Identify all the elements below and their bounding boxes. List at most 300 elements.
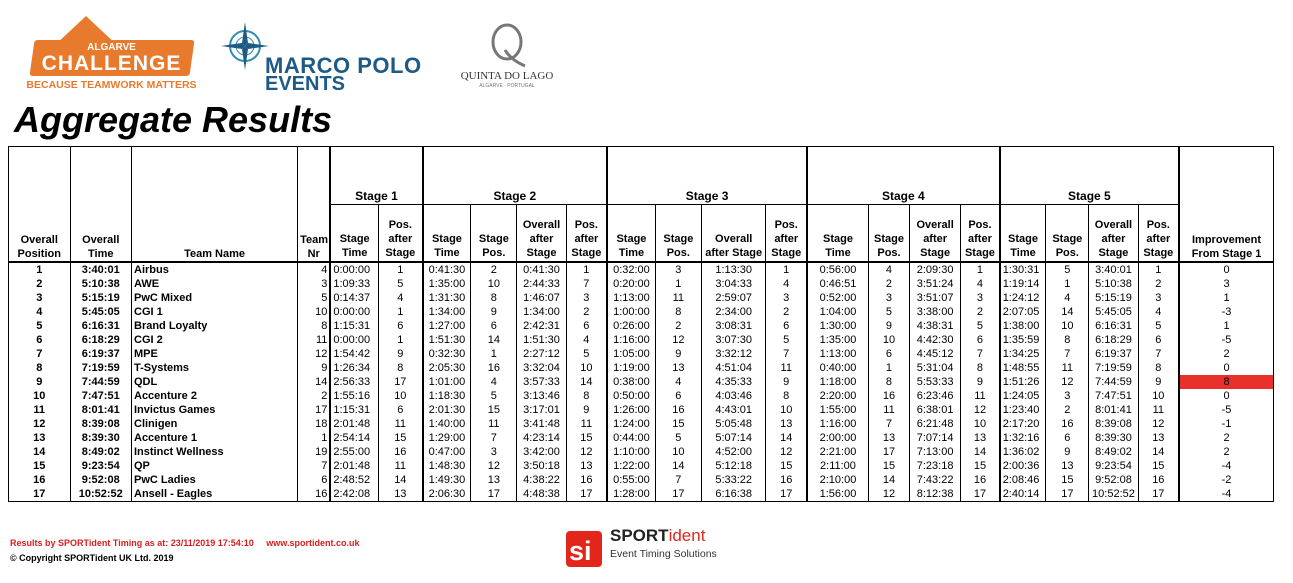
cell-s3-pos-after: 11	[766, 361, 807, 375]
cell-s5-stage-pos: 14	[1046, 305, 1089, 319]
table-row	[9, 277, 1274, 291]
cell-s2-overall-after: 3:32:04	[517, 361, 566, 375]
cell-s5-pos-after: 10	[1138, 389, 1179, 403]
cell-overall-position: 5	[9, 319, 71, 333]
cell-s3-overall-after: 5:12:18	[701, 459, 766, 473]
cell-s1-pos-after: 5	[379, 277, 423, 291]
cell-team-name: QP	[132, 459, 298, 473]
cell-s4-overall-after: 7:07:14	[909, 431, 960, 445]
cell-s3-stage-time: 0:32:00	[607, 262, 655, 277]
cell-s4-stage-time: 2:10:00	[807, 473, 869, 487]
cell-s3-overall-after: 2:59:07	[701, 291, 766, 305]
cell-s5-stage-pos: 2	[1046, 403, 1089, 417]
cell-s2-pos-after: 1	[566, 262, 607, 277]
cell-s5-overall-after: 9:52:08	[1089, 473, 1138, 487]
cell-s2-overall-after: 3:41:48	[517, 417, 566, 431]
cell-s2-stage-pos: 6	[471, 319, 517, 333]
cell-s5-overall-after: 5:45:05	[1089, 305, 1138, 319]
quinta-do-lago-logo	[452, 20, 562, 100]
cell-s2-overall-after: 4:23:14	[517, 431, 566, 445]
cell-s5-stage-pos: 10	[1046, 319, 1089, 333]
group-stage2: Stage 2	[423, 147, 608, 205]
table-row	[9, 473, 1274, 487]
cell-s5-stage-pos: 11	[1046, 361, 1089, 375]
cell-s4-stage-pos: 6	[868, 347, 909, 361]
cell-s4-stage-time: 2:00:00	[807, 431, 869, 445]
table-row	[9, 305, 1274, 319]
cell-s4-overall-after: 8:12:38	[909, 487, 960, 502]
footer-url[interactable]: www.sportident.co.uk	[266, 538, 360, 548]
cell-s2-stage-pos: 9	[471, 305, 517, 319]
cell-s3-stage-time: 0:44:00	[607, 431, 655, 445]
cell-s4-overall-after: 7:13:00	[909, 445, 960, 459]
cell-s5-overall-after: 5:15:19	[1089, 291, 1138, 305]
cell-improvement: -3	[1179, 305, 1273, 319]
cell-s2-overall-after: 3:42:00	[517, 445, 566, 459]
cell-s2-stage-time: 1:51:30	[423, 333, 471, 347]
cell-s3-stage-time: 1:26:00	[607, 403, 655, 417]
table-row	[9, 389, 1274, 403]
cell-s3-pos-after: 9	[766, 375, 807, 389]
cell-s2-stage-time: 1:18:30	[423, 389, 471, 403]
cell-s2-stage-pos: 14	[471, 333, 517, 347]
cell-overall-position: 14	[9, 445, 71, 459]
cell-s3-overall-after: 2:34:00	[701, 305, 766, 319]
cell-s4-stage-pos: 12	[868, 487, 909, 502]
cell-improvement: -4	[1179, 459, 1273, 473]
cell-s3-overall-after: 4:35:33	[701, 375, 766, 389]
cell-s5-stage-time: 1:35:59	[1000, 333, 1046, 347]
cell-improvement: 2	[1179, 445, 1273, 459]
cell-s4-stage-time: 1:55:00	[807, 403, 869, 417]
cell-s5-overall-after: 8:39:30	[1089, 431, 1138, 445]
cell-team-nr: 4	[298, 262, 331, 277]
cell-improvement: 2	[1179, 431, 1273, 445]
cell-s2-stage-time: 1:27:00	[423, 319, 471, 333]
page-title: Aggregate Results	[14, 99, 333, 140]
cell-s1-stage-time: 0:00:00	[330, 262, 378, 277]
cell-s5-pos-after: 3	[1138, 291, 1179, 305]
cell-s2-overall-after: 2:44:33	[517, 277, 566, 291]
col-s2-pos-after: Pos. after Stage	[566, 205, 607, 263]
cell-s1-pos-after: 6	[379, 319, 423, 333]
cell-s3-overall-after: 3:08:31	[701, 319, 766, 333]
cell-s3-overall-after: 5:05:48	[701, 417, 766, 431]
cell-s2-stage-time: 0:41:30	[423, 262, 471, 277]
cell-s1-stage-time: 2:54:14	[330, 431, 378, 445]
col-s2-overall-after: Overall after Stage	[517, 205, 566, 263]
cell-improvement: 0	[1179, 389, 1273, 403]
cell-s3-stage-time: 1:13:00	[607, 291, 655, 305]
cell-s3-overall-after: 3:07:30	[701, 333, 766, 347]
cell-s4-pos-after: 1	[961, 262, 1000, 277]
cell-s3-stage-pos: 4	[655, 375, 701, 389]
cell-s2-stage-time: 2:06:30	[423, 487, 471, 502]
cell-s4-pos-after: 5	[961, 319, 1000, 333]
cell-team-name: Accenture 2	[132, 389, 298, 403]
cell-s5-stage-pos: 8	[1046, 333, 1089, 347]
cell-s1-stage-time: 1:09:33	[330, 277, 378, 291]
cell-s3-pos-after: 12	[766, 445, 807, 459]
cell-s1-stage-time: 2:48:52	[330, 473, 378, 487]
algarve-challenge-logo	[24, 12, 199, 94]
cell-overall-time: 8:01:41	[70, 403, 132, 417]
cell-s4-overall-after: 5:53:33	[909, 375, 960, 389]
cell-s5-stage-time: 2:40:14	[1000, 487, 1046, 502]
cell-s4-overall-after: 6:38:01	[909, 403, 960, 417]
col-improvement: Improvement From Stage 1	[1179, 147, 1273, 263]
col-s5-stage-time: Stage Time	[1000, 205, 1046, 263]
cell-team-name: CGI 1	[132, 305, 298, 319]
cell-s2-stage-pos: 1	[471, 347, 517, 361]
col-team-nr: Team Nr	[298, 147, 331, 263]
cell-s2-overall-after: 3:57:33	[517, 375, 566, 389]
cell-s1-pos-after: 11	[379, 459, 423, 473]
cell-s4-stage-time: 0:46:51	[807, 277, 869, 291]
col-s4-stage-pos: Stage Pos.	[868, 205, 909, 263]
sportident-logo	[566, 524, 746, 570]
cell-s4-stage-pos: 1	[868, 361, 909, 375]
table-row	[9, 375, 1274, 389]
cell-s3-stage-pos: 7	[655, 473, 701, 487]
cell-s3-stage-pos: 10	[655, 445, 701, 459]
cell-overall-position: 13	[9, 431, 71, 445]
cell-improvement: 8	[1179, 375, 1273, 389]
cell-overall-time: 8:49:02	[70, 445, 132, 459]
cell-s5-overall-after: 5:10:38	[1089, 277, 1138, 291]
cell-s4-stage-pos: 9	[868, 319, 909, 333]
cell-s5-stage-pos: 17	[1046, 487, 1089, 502]
table-row	[9, 459, 1274, 473]
cell-s2-stage-pos: 10	[471, 277, 517, 291]
cell-s2-stage-pos: 11	[471, 417, 517, 431]
cell-s2-stage-pos: 5	[471, 389, 517, 403]
cell-s2-stage-pos: 4	[471, 375, 517, 389]
cell-s5-stage-time: 1:24:12	[1000, 291, 1046, 305]
cell-s4-pos-after: 15	[961, 459, 1000, 473]
cell-s2-stage-pos: 15	[471, 403, 517, 417]
cell-s4-pos-after: 8	[961, 361, 1000, 375]
cell-improvement: -5	[1179, 333, 1273, 347]
cell-s1-pos-after: 8	[379, 361, 423, 375]
cell-s2-stage-pos: 17	[471, 487, 517, 502]
col-s4-stage-time: Stage Time	[807, 205, 869, 263]
cell-s2-stage-time: 1:40:00	[423, 417, 471, 431]
cell-s4-stage-time: 0:56:00	[807, 262, 869, 277]
cell-overall-time: 7:19:59	[70, 361, 132, 375]
cell-s2-stage-pos: 3	[471, 445, 517, 459]
cell-s3-stage-pos: 16	[655, 403, 701, 417]
cell-s1-stage-time: 2:42:08	[330, 487, 378, 502]
cell-s2-pos-after: 12	[566, 445, 607, 459]
cell-s5-stage-pos: 6	[1046, 431, 1089, 445]
cell-s4-pos-after: 9	[961, 375, 1000, 389]
cell-s3-pos-after: 8	[766, 389, 807, 403]
cell-s1-stage-time: 1:55:16	[330, 389, 378, 403]
cell-s5-pos-after: 8	[1138, 361, 1179, 375]
algarve-logo-big: CHALLENGE	[41, 52, 182, 75]
cell-s5-stage-pos: 7	[1046, 347, 1089, 361]
cell-s4-overall-after: 4:42:30	[909, 333, 960, 347]
cell-overall-position: 10	[9, 389, 71, 403]
cell-s3-pos-after: 2	[766, 305, 807, 319]
cell-s2-stage-time: 1:01:00	[423, 375, 471, 389]
cell-s5-stage-pos: 4	[1046, 291, 1089, 305]
cell-s3-stage-time: 1:28:00	[607, 487, 655, 502]
cell-s4-overall-after: 7:43:22	[909, 473, 960, 487]
cell-s4-pos-after: 3	[961, 291, 1000, 305]
cell-overall-position: 17	[9, 487, 71, 502]
cell-team-nr: 2	[298, 389, 331, 403]
cell-improvement: -1	[1179, 417, 1273, 431]
cell-improvement: 3	[1179, 277, 1273, 291]
cell-s3-overall-after: 3:32:12	[701, 347, 766, 361]
cell-overall-time: 8:39:30	[70, 431, 132, 445]
cell-s5-overall-after: 9:23:54	[1089, 459, 1138, 473]
cell-s5-stage-pos: 16	[1046, 417, 1089, 431]
cell-s1-pos-after: 1	[379, 262, 423, 277]
cell-improvement: -2	[1179, 473, 1273, 487]
cell-s2-stage-time: 0:47:00	[423, 445, 471, 459]
cell-s4-stage-time: 0:52:00	[807, 291, 869, 305]
cell-team-nr: 12	[298, 347, 331, 361]
table-row	[9, 347, 1274, 361]
cell-s4-overall-after: 2:09:30	[909, 262, 960, 277]
cell-s2-pos-after: 4	[566, 333, 607, 347]
cell-s3-stage-pos: 3	[655, 262, 701, 277]
cell-s5-overall-after: 3:40:01	[1089, 262, 1138, 277]
cell-s2-overall-after: 0:41:30	[517, 262, 566, 277]
cell-overall-time: 5:15:19	[70, 291, 132, 305]
cell-s3-stage-pos: 2	[655, 319, 701, 333]
col-overall-position: Overall Position	[9, 147, 71, 263]
cell-overall-position: 7	[9, 347, 71, 361]
cell-overall-time: 6:16:31	[70, 319, 132, 333]
sportident-sub: Event Timing Solutions	[610, 548, 717, 560]
cell-s5-stage-time: 1:30:31	[1000, 262, 1046, 277]
marco-polo-line1: MARCO POLO	[265, 53, 422, 78]
cell-s2-pos-after: 9	[566, 403, 607, 417]
cell-s5-stage-pos: 13	[1046, 459, 1089, 473]
group-stage5: Stage 5	[1000, 147, 1179, 205]
cell-team-name: Invictus Games	[132, 403, 298, 417]
cell-s4-stage-time: 1:56:00	[807, 487, 869, 502]
cell-s3-overall-after: 5:07:14	[701, 431, 766, 445]
cell-s3-overall-after: 4:43:01	[701, 403, 766, 417]
cell-s4-stage-time: 1:35:00	[807, 333, 869, 347]
cell-s4-overall-after: 6:21:48	[909, 417, 960, 431]
cell-improvement: 1	[1179, 319, 1273, 333]
cell-team-nr: 1	[298, 431, 331, 445]
cell-s5-stage-time: 1:24:05	[1000, 389, 1046, 403]
cell-s2-stage-pos: 7	[471, 431, 517, 445]
cell-s1-pos-after: 1	[379, 333, 423, 347]
cell-s2-overall-after: 4:38:22	[517, 473, 566, 487]
cell-team-name: CGI 2	[132, 333, 298, 347]
cell-improvement: 0	[1179, 361, 1273, 375]
cell-s3-stage-pos: 5	[655, 431, 701, 445]
q-emblem-icon	[485, 20, 529, 68]
cell-s4-stage-pos: 3	[868, 291, 909, 305]
cell-s2-overall-after: 2:42:31	[517, 319, 566, 333]
cell-s3-pos-after: 7	[766, 347, 807, 361]
cell-s2-pos-after: 8	[566, 389, 607, 403]
cell-s5-stage-pos: 15	[1046, 473, 1089, 487]
cell-s5-overall-after: 7:19:59	[1089, 361, 1138, 375]
cell-s4-stage-pos: 8	[868, 375, 909, 389]
cell-s5-overall-after: 8:01:41	[1089, 403, 1138, 417]
cell-team-nr: 19	[298, 445, 331, 459]
cell-s3-pos-after: 13	[766, 417, 807, 431]
cell-s3-stage-time: 0:38:00	[607, 375, 655, 389]
cell-s2-overall-after: 1:46:07	[517, 291, 566, 305]
col-s5-overall-after: Overall after Stage	[1089, 205, 1138, 263]
cell-s4-pos-after: 7	[961, 347, 1000, 361]
table-row	[9, 361, 1274, 375]
cell-s4-stage-time: 1:16:00	[807, 417, 869, 431]
cell-s2-stage-pos: 16	[471, 361, 517, 375]
cell-s4-stage-time: 1:30:00	[807, 319, 869, 333]
cell-team-nr: 6	[298, 473, 331, 487]
cell-s4-stage-time: 1:04:00	[807, 305, 869, 319]
marco-polo-line2: EVENTS	[265, 73, 346, 95]
col-overall-time: Overall Time	[70, 147, 132, 263]
cell-s4-overall-after: 7:23:18	[909, 459, 960, 473]
cell-overall-position: 8	[9, 361, 71, 375]
cell-s2-stage-time: 1:29:00	[423, 431, 471, 445]
col-s3-pos-after: Pos. after Stage	[766, 205, 807, 263]
cell-improvement: 1	[1179, 291, 1273, 305]
cell-s3-pos-after: 5	[766, 333, 807, 347]
cell-improvement: 2	[1179, 347, 1273, 361]
cell-team-nr: 3	[298, 277, 331, 291]
cell-s4-overall-after: 4:45:12	[909, 347, 960, 361]
si-mark-icon	[566, 527, 604, 567]
cell-s5-stage-time: 1:36:02	[1000, 445, 1046, 459]
cell-s5-stage-time: 2:08:46	[1000, 473, 1046, 487]
cell-s5-pos-after: 17	[1138, 487, 1179, 502]
cell-s4-stage-time: 2:11:00	[807, 459, 869, 473]
table-row	[9, 445, 1274, 459]
cell-overall-time: 5:45:05	[70, 305, 132, 319]
cell-overall-time: 7:47:51	[70, 389, 132, 403]
cell-s3-overall-after: 4:03:46	[701, 389, 766, 403]
cell-s5-stage-time: 1:23:40	[1000, 403, 1046, 417]
cell-s4-overall-after: 6:23:46	[909, 389, 960, 403]
results-body	[9, 262, 1274, 502]
cell-s4-stage-pos: 10	[868, 333, 909, 347]
cell-s5-overall-after: 6:19:37	[1089, 347, 1138, 361]
cell-s2-pos-after: 17	[566, 487, 607, 502]
cell-s2-pos-after: 2	[566, 305, 607, 319]
cell-overall-position: 12	[9, 417, 71, 431]
cell-s1-pos-after: 1	[379, 305, 423, 319]
cell-s4-overall-after: 3:51:24	[909, 277, 960, 291]
cell-s4-stage-pos: 2	[868, 277, 909, 291]
cell-s2-overall-after: 3:17:01	[517, 403, 566, 417]
cell-s2-pos-after: 3	[566, 291, 607, 305]
table-row	[9, 431, 1274, 445]
cell-s2-stage-time: 1:35:00	[423, 277, 471, 291]
cell-s1-stage-time: 2:56:33	[330, 375, 378, 389]
cell-s3-pos-after: 4	[766, 277, 807, 291]
cell-s5-pos-after: 14	[1138, 445, 1179, 459]
cell-team-name: QDL	[132, 375, 298, 389]
cell-s3-stage-time: 1:00:00	[607, 305, 655, 319]
cell-s1-pos-after: 16	[379, 445, 423, 459]
cell-s4-pos-after: 17	[961, 487, 1000, 502]
cell-s4-stage-time: 1:13:00	[807, 347, 869, 361]
cell-s3-stage-pos: 14	[655, 459, 701, 473]
cell-s2-pos-after: 7	[566, 277, 607, 291]
cell-overall-time: 6:18:29	[70, 333, 132, 347]
cell-s3-stage-time: 1:24:00	[607, 417, 655, 431]
cell-s3-stage-time: 1:19:00	[607, 361, 655, 375]
cell-s1-pos-after: 10	[379, 389, 423, 403]
cell-s3-stage-time: 0:26:00	[607, 319, 655, 333]
cell-s3-stage-pos: 9	[655, 347, 701, 361]
cell-s3-overall-after: 4:52:00	[701, 445, 766, 459]
cell-s3-pos-after: 17	[766, 487, 807, 502]
cell-s4-overall-after: 4:38:31	[909, 319, 960, 333]
results-table	[8, 146, 1274, 502]
cell-s2-stage-pos: 12	[471, 459, 517, 473]
cell-s1-stage-time: 1:54:42	[330, 347, 378, 361]
cell-s4-pos-after: 12	[961, 403, 1000, 417]
cell-s1-pos-after: 6	[379, 403, 423, 417]
cell-s1-pos-after: 11	[379, 417, 423, 431]
cell-team-nr: 16	[298, 487, 331, 502]
cell-s5-overall-after: 6:18:29	[1089, 333, 1138, 347]
cell-s5-pos-after: 2	[1138, 277, 1179, 291]
cell-s4-stage-time: 2:21:00	[807, 445, 869, 459]
cell-s4-pos-after: 2	[961, 305, 1000, 319]
cell-overall-position: 3	[9, 291, 71, 305]
cell-s3-stage-pos: 15	[655, 417, 701, 431]
table-row	[9, 333, 1274, 347]
cell-overall-position: 1	[9, 262, 71, 277]
cell-s1-stage-time: 2:55:00	[330, 445, 378, 459]
cell-s2-pos-after: 13	[566, 459, 607, 473]
cell-s4-stage-pos: 7	[868, 417, 909, 431]
cell-overall-time: 5:10:38	[70, 277, 132, 291]
cell-s2-stage-time: 2:05:30	[423, 361, 471, 375]
cell-team-nr: 11	[298, 333, 331, 347]
cell-s3-stage-time: 1:22:00	[607, 459, 655, 473]
cell-s5-overall-after: 6:16:31	[1089, 319, 1138, 333]
cell-s3-stage-pos: 11	[655, 291, 701, 305]
cell-s5-pos-after: 7	[1138, 347, 1179, 361]
sportident-brand: SPORTident	[610, 526, 706, 545]
cell-s3-stage-pos: 17	[655, 487, 701, 502]
cell-team-name: Clinigen	[132, 417, 298, 431]
cell-s2-stage-pos: 8	[471, 291, 517, 305]
cell-s3-stage-time: 1:16:00	[607, 333, 655, 347]
cell-s4-pos-after: 14	[961, 445, 1000, 459]
table-row	[9, 262, 1274, 277]
cell-team-name: PwC Mixed	[132, 291, 298, 305]
cell-overall-time: 9:52:08	[70, 473, 132, 487]
cell-s4-overall-after: 5:31:04	[909, 361, 960, 375]
cell-s2-pos-after: 5	[566, 347, 607, 361]
cell-s2-pos-after: 11	[566, 417, 607, 431]
algarve-logo-tagline: BECAUSE TEAMWORK MATTERS	[26, 79, 197, 91]
cell-s2-stage-time: 0:32:30	[423, 347, 471, 361]
cell-s1-stage-time: 2:01:48	[330, 417, 378, 431]
cell-s3-pos-after: 6	[766, 319, 807, 333]
cell-s2-overall-after: 1:34:00	[517, 305, 566, 319]
group-stage1: Stage 1	[330, 147, 422, 205]
